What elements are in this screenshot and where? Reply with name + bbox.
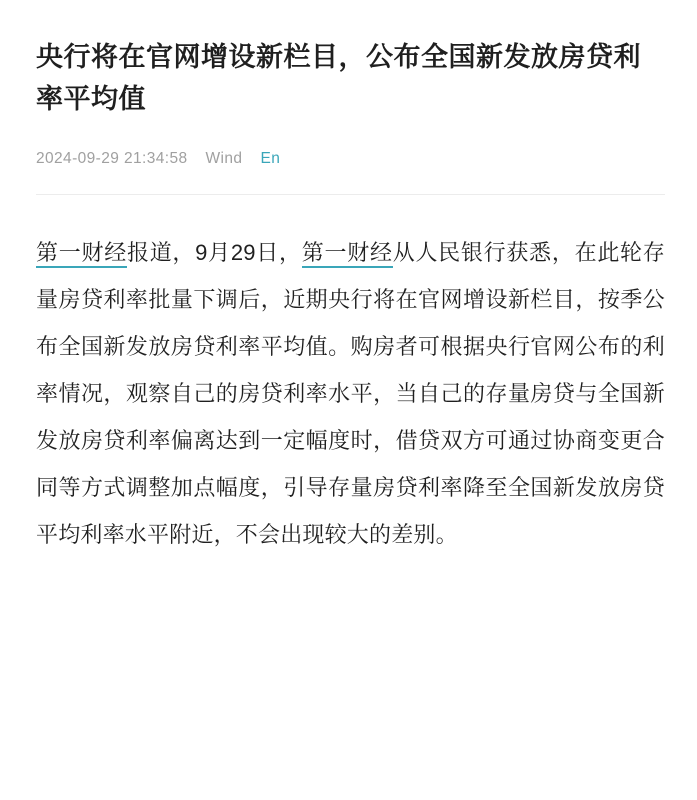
body-segment-1: 报道，9月29日， bbox=[126, 240, 302, 265]
body-segment-2: 从人民银行获悉，在此轮存量房贷利率批量下调后，近期央行将在官网增设新栏目，按季公布全国新发放房贷利率平均值。购房者可根据央行官网公布的利率情况，观察自己的房贷利率水平，当自己的存量房贷与全国新发放房贷利率偏离达到一定幅度时，借贷双方可通过协商变更合同等方式调整加点幅度，引导存量房贷利率降至全国新发放房贷平均利率水平附近，不会出现较大的差别。 bbox=[36, 240, 665, 547]
article-meta bbox=[36, 150, 665, 168]
keyword-link-yicai-1[interactable]: 第一财经 bbox=[36, 240, 127, 268]
keyword-link-yicai-2[interactable]: 第一财经 bbox=[302, 240, 393, 268]
article-body bbox=[36, 229, 665, 558]
page-title: 央行将在官网增设新栏目，公布全国新发放房贷利率平均值 bbox=[36, 42, 641, 114]
publish-timestamp: 2024-09-29 21:34:58 bbox=[36, 150, 188, 167]
source-label: Wind bbox=[205, 150, 243, 167]
header-divider bbox=[36, 194, 665, 195]
language-toggle[interactable]: En bbox=[260, 150, 281, 167]
